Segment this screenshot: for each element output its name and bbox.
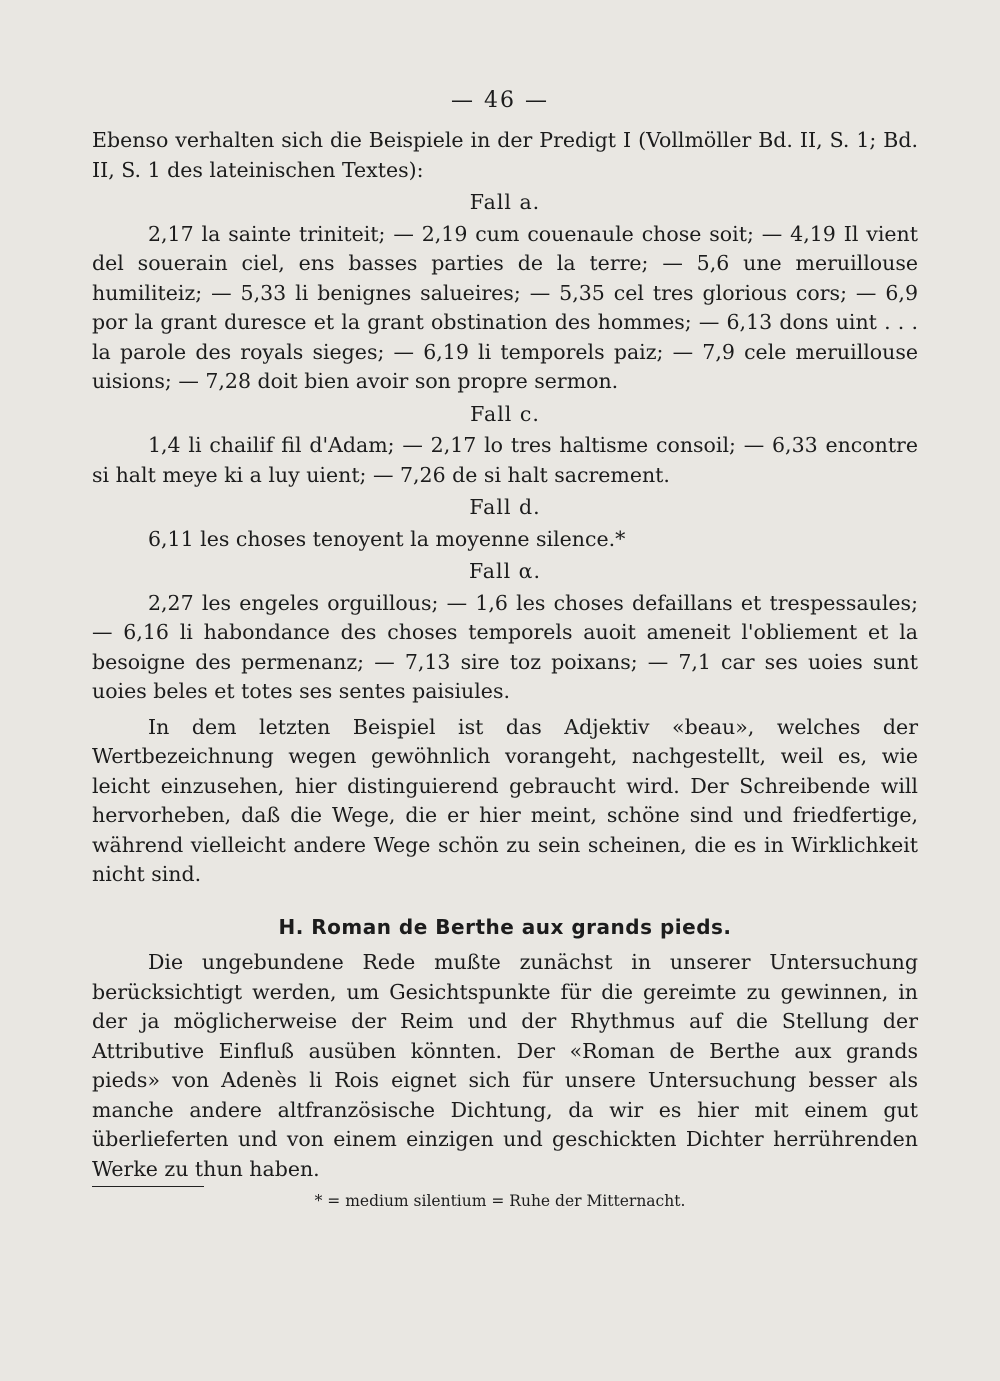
intro-paragraph: Ebenso verhalten sich die Beispiele in der Predigt I (Vollmöller Bd. II, S. 1; Bd. II, S. 1 des lateinischen Textes):	[92, 128, 918, 182]
footnote: * = medium silentium = Ruhe der Mitternacht.	[314, 1192, 686, 1210]
fall-d-examples: 6,11 les choses tenoyent la moyenne silence.*	[148, 526, 626, 551]
berthe-paragraph: Die ungebundene Rede mußte zunächst in unserer Untersuchung berücksichtigt werden, um Gesichtspunkte für die gereimte zu gewinnen, in der ja möglicherweise der Reim und der Rhythmus auf die Stellung der Attributive Einfluß ausüben könnten. Der «Roman de Berthe aux grands pieds» von Adenès li Rois eignet sich für unsere Untersuchung besser als manche andere altfranzösische Dichtung, da wir es hier mit einem gut überlieferten und von einem einzigen und geschickten Dichter herrührenden Werke zu thun haben.	[92, 950, 918, 1181]
beau-paragraph: In dem letzten Beispiel ist das Adjektiv «beau», welches der Wertbezeichnung wegen gewöhnlich vorangeht, nachgestellt, weil es, wie leicht einzusehen, hier distinguierend gebraucht wird. Der Schreibende will hervorheben, daß die Wege, die er hier meint, schöne sind und friedfertige, während vielleicht andere Wege schön zu sein scheinen, die es in Wirklichkeit nicht sind.	[92, 714, 918, 886]
fall-a-heading: Fall a.	[469, 190, 541, 214]
page-number: — 46 —	[451, 88, 549, 113]
fall-alpha-examples: 2,27 les engeles orguillous; — 1,6 les choses defaillans et trespessaules; — 6,16 li habondance des choses temporels auoit ameneit l'obliement et la besoigne des permenanz; — 7,13 sire toz poixans; — 7,1 car ses uoies sunt uoies beles et totes ses sentes paisiules.	[92, 590, 918, 703]
fall-a-examples: 2,17 la sainte triniteit; — 2,19 cum couenaule chose soit; — 4,19 Il vient del souerain ciel, ens basses parties de la terre; — 5,6 une meruillouse humiliteiz; — 5,33 li benignes salueires; — 5,35 cel tres glorious cors; — 6,9 por la grant duresce et la grant obstination des hommes; — 6,13 dons uint . . . la parole des royals sieges; — 6,19 li temporels paiz; — 7,9 cele meruillouse uisions; — 7,28 doit bien avoir son propre sermon.	[92, 221, 918, 393]
page-body	[92, 126, 918, 1184]
fall-alpha-heading: Fall α.	[468, 559, 542, 583]
fall-d-heading: Fall d.	[469, 495, 541, 519]
fall-c-heading: Fall c.	[470, 401, 540, 426]
fall-c-examples: 1,4 li chailif fil d'Adam; — 2,17 lo tres haltisme consoil; — 6,33 encontre si halt meye ki a luy uient; — 7,26 de si halt sacrement.	[92, 433, 918, 487]
section-heading: H. Roman de Berthe aux grands pieds.	[278, 914, 732, 939]
footnote-rule	[92, 1186, 204, 1187]
